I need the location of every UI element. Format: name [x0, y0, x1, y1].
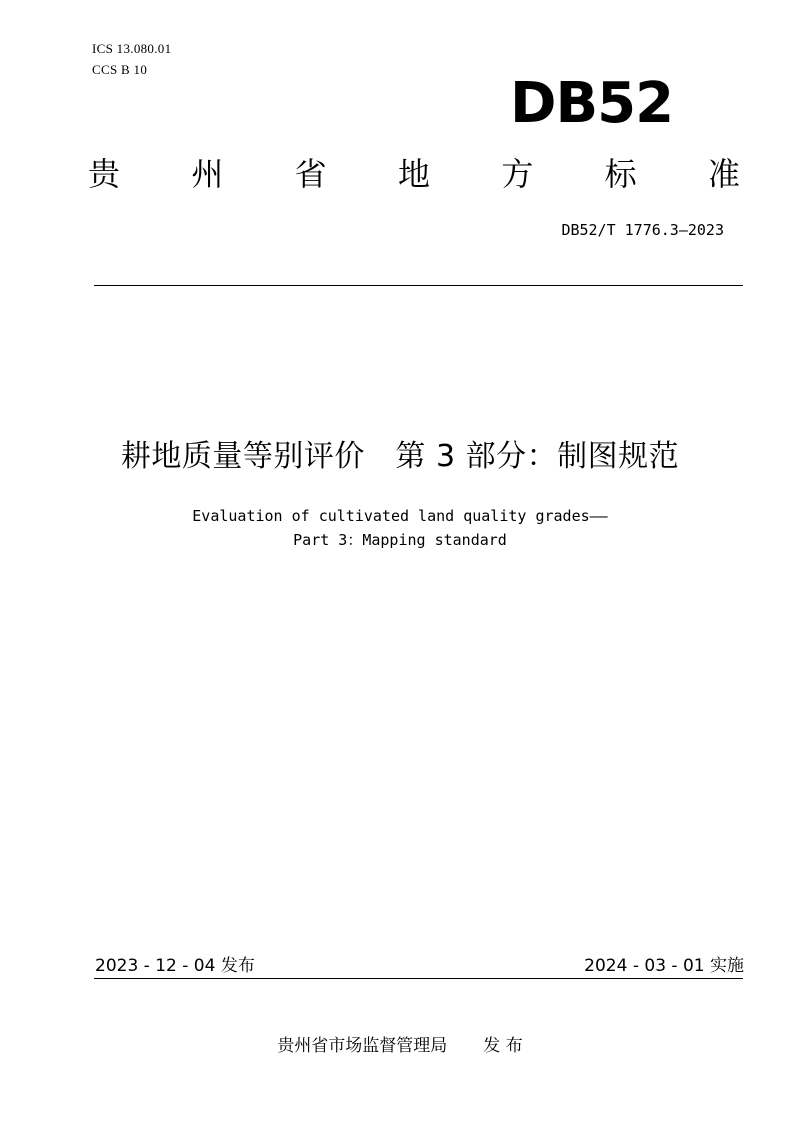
standard-type-title	[88, 150, 740, 198]
db52-logo	[510, 68, 695, 130]
standard-type-char: 贵	[88, 155, 121, 193]
standard-code: DB52/T 1776.3—2023	[561, 221, 724, 239]
standard-type-char: 准	[707, 155, 740, 193]
standard-type-char: 省	[294, 155, 327, 193]
publisher-name: 贵州省市场监督管理局	[277, 1036, 448, 1056]
standard-type-char: 州	[191, 155, 224, 193]
document-title-english-line2: Part 3：Mapping standard	[293, 531, 507, 549]
ics-code: ICS 13.080.01	[92, 41, 172, 56]
standard-type-char: 地	[397, 155, 430, 193]
db52-logo-text: DB52	[510, 71, 674, 130]
publisher-action: 发 布	[483, 1036, 523, 1056]
standard-type-char: 方	[501, 155, 534, 193]
document-title-chinese: 耕地质量等别评价 第 3 部分：制图规范	[120, 439, 680, 474]
top-divider	[94, 285, 743, 286]
publisher-line	[0, 1033, 800, 1059]
implementation-date: 2024 - 03 - 01 实施	[584, 956, 744, 976]
document-title-english-line1: Evaluation of cultivated land quality grades——	[192, 507, 608, 525]
bottom-divider	[94, 978, 743, 979]
ccs-code: CCS B 10	[92, 62, 148, 77]
issue-date: 2023 - 12 - 04 发布	[95, 956, 255, 976]
standard-type-char: 标	[604, 155, 637, 193]
